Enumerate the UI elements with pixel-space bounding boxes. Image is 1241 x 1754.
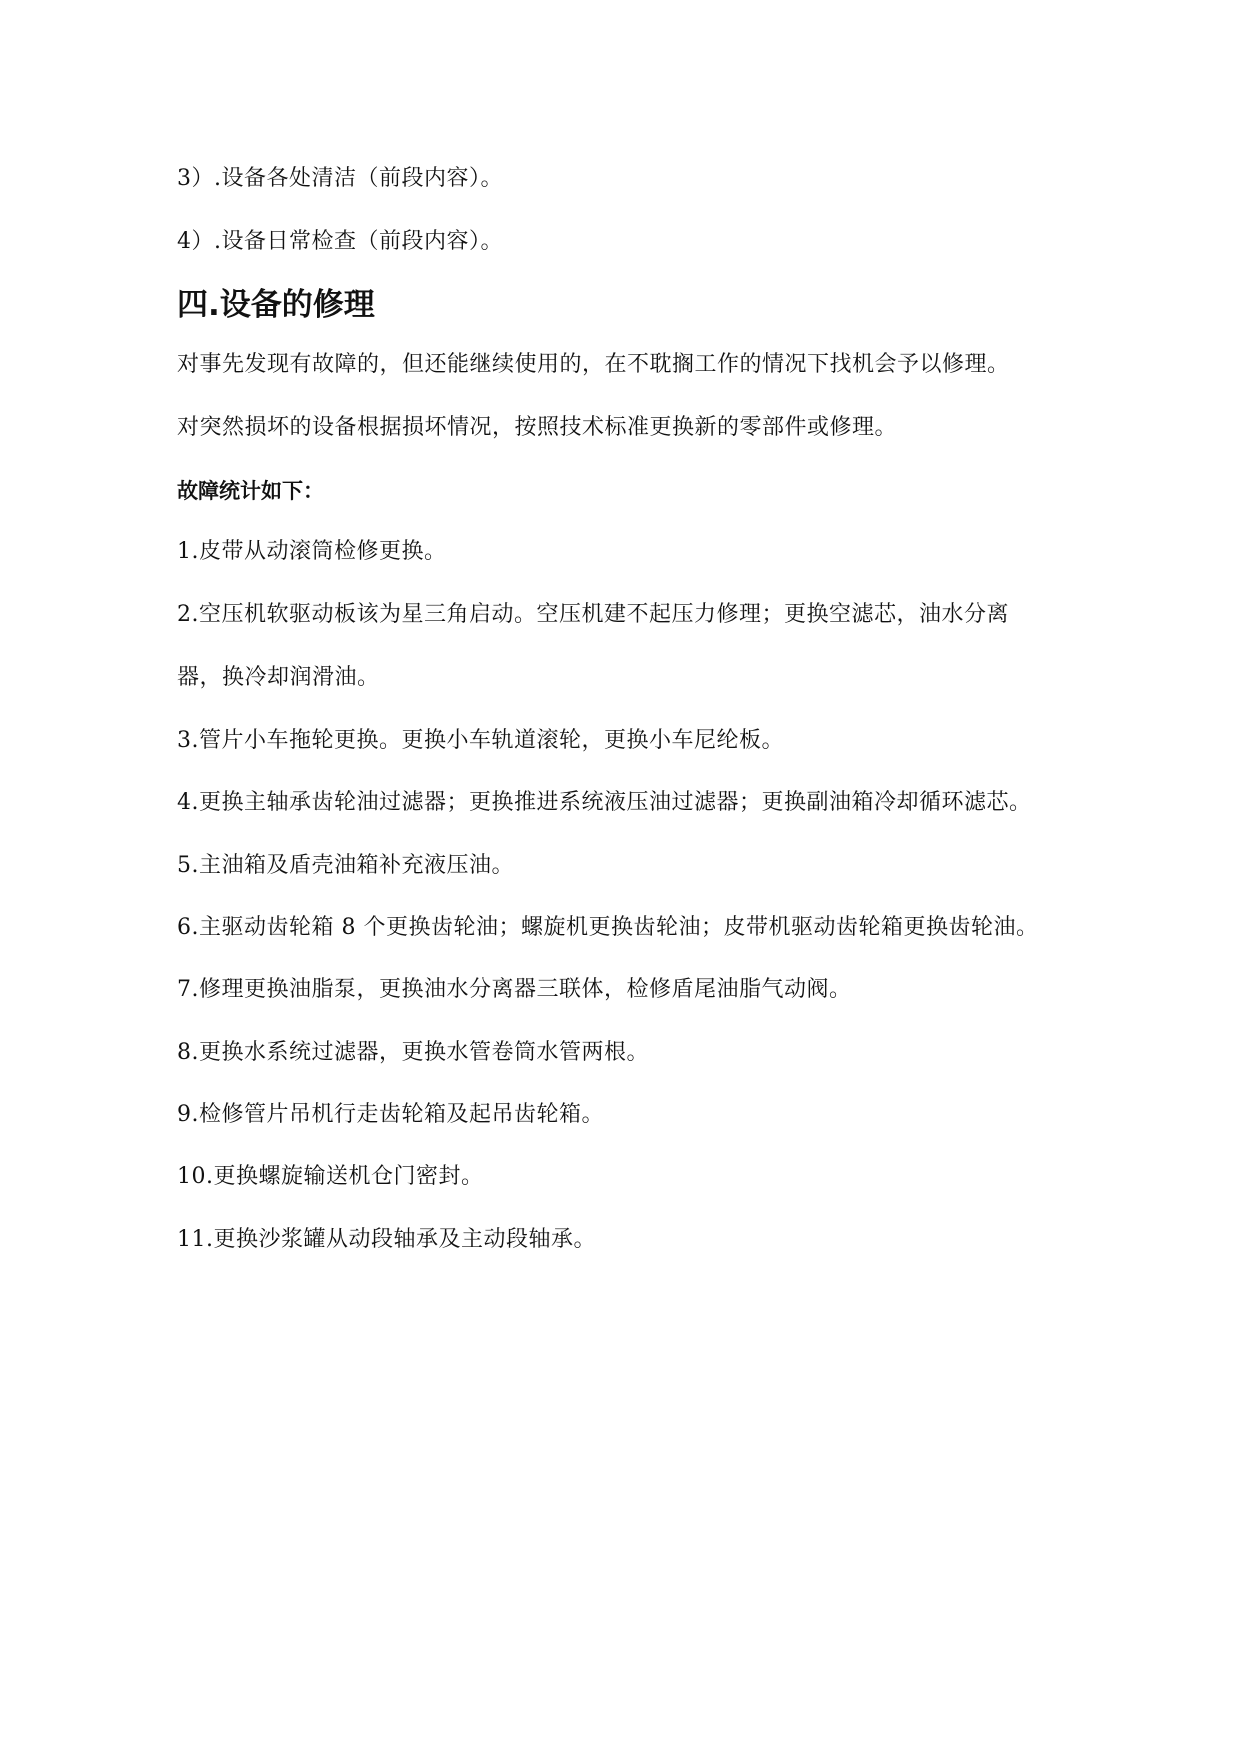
fault-item-2-continuation: 器，换冷却润滑油。 xyxy=(177,665,380,690)
fault-item-2: 2.空压机软驱动板该为星三角启动。空压机建不起压力修理；更换空滤芯，油水分离 xyxy=(177,602,1009,627)
fault-item-5: 5.主油箱及盾壳油箱补充液压油。 xyxy=(177,853,514,878)
fault-stats-title: 故障统计如下： xyxy=(177,479,324,503)
fault-item-9: 9.检修管片吊机行走齿轮箱及起吊齿轮箱。 xyxy=(177,1102,604,1127)
fault-item-7: 7.修理更换油脂泵，更换油水分离器三联体，检修盾尾油脂气动阀。 xyxy=(177,977,852,1002)
fault-item-11: 11.更换沙浆罐从动段轴承及主动段轴承。 xyxy=(177,1227,596,1252)
fault-item-6: 6.主驱动齿轮箱 8 个更换齿轮油；螺旋机更换齿轮油；皮带机驱动齿轮箱更换齿轮油。 xyxy=(177,915,1039,940)
fault-item-4: 4.更换主轴承齿轮油过滤器；更换推进系统液压油过滤器；更换副油箱冷却循环滤芯。 xyxy=(177,790,1032,815)
cleaning-item: 3）.设备各处清洁（前段内容）。 xyxy=(177,166,503,191)
fault-item-10: 10.更换螺旋输送机仓门密封。 xyxy=(177,1164,484,1189)
section-title: 四.设备的修理 xyxy=(177,287,375,323)
inspection-item: 4）.设备日常检查（前段内容）。 xyxy=(177,229,503,254)
repair-paragraph-1: 对事先发现有故障的，但还能继续使用的，在不耽搁工作的情况下找机会予以修理。 xyxy=(177,352,1010,377)
fault-item-1: 1.皮带从动滚筒检修更换。 xyxy=(177,539,447,564)
fault-item-3: 3.管片小车拖轮更换。更换小车轨道滚轮，更换小车尼纶板。 xyxy=(177,728,784,753)
fault-item-8: 8.更换水系统过滤器，更换水管卷筒水管两根。 xyxy=(177,1040,649,1065)
repair-paragraph-2: 对突然损坏的设备根据损坏情况，按照技术标准更换新的零部件或修理。 xyxy=(177,415,898,440)
